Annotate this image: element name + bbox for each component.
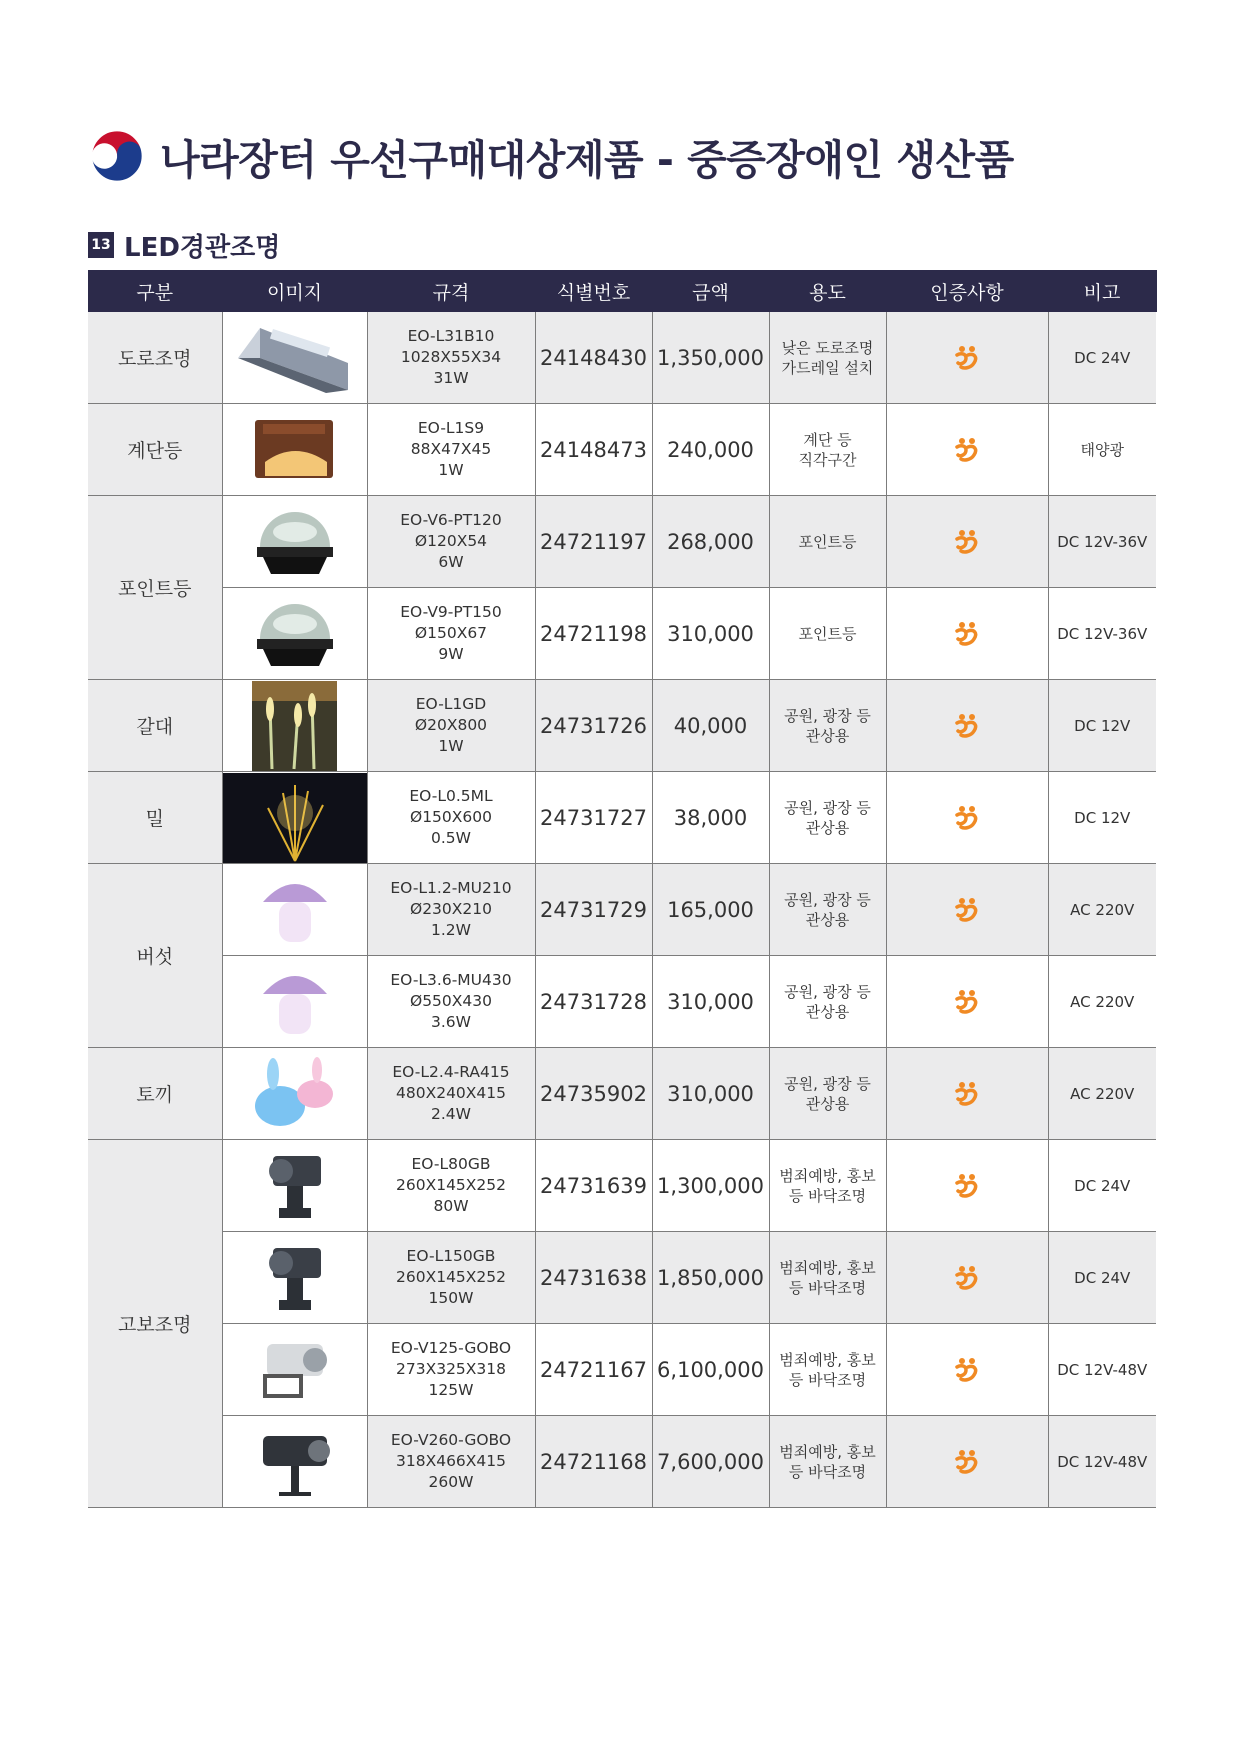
section-heading <box>88 228 280 262</box>
spec-cell <box>367 956 535 1048</box>
mushroom-light-image <box>223 962 367 1042</box>
usage-line: 등 바닥조명 <box>788 1462 867 1481</box>
price-cell: 310,000 <box>652 588 769 680</box>
note-cell: DC 24V <box>1048 1232 1156 1324</box>
product-image-cell <box>222 772 367 864</box>
page-title: 나라장터 우선구매대상제품 - 중증장애인 생산품 <box>160 135 1014 184</box>
identification-number-cell: 24731639 <box>535 1140 652 1232</box>
mushroom-light-image <box>223 870 367 950</box>
usage-cell <box>769 1140 886 1232</box>
identification-number-cell: 24721198 <box>535 588 652 680</box>
spec-line: EO-L150GB <box>406 1247 496 1265</box>
spec-cell <box>367 312 535 404</box>
table-row <box>88 864 1156 956</box>
usage-line: 공원, 광장 등 <box>784 798 871 817</box>
spec-line: Ø120X54 <box>414 532 488 550</box>
spec-line: 273X325X318 <box>396 1360 506 1378</box>
usage-cell <box>769 588 886 680</box>
usage-line: 직각구간 <box>798 450 857 469</box>
note-cell: 태양광 <box>1048 404 1156 496</box>
spec-line: 2.4W <box>431 1105 471 1123</box>
certification-mark-icon <box>952 803 982 833</box>
certification-mark-icon <box>952 435 982 465</box>
usage-line: 공원, 광장 등 <box>784 1074 871 1093</box>
price-cell: 40,000 <box>652 680 769 772</box>
identification-number-cell: 24721168 <box>535 1416 652 1508</box>
price-cell: 1,850,000 <box>652 1232 769 1324</box>
usage-line: 공원, 광장 등 <box>784 982 871 1001</box>
spec-line: 318X466X415 <box>396 1452 506 1470</box>
spec-line: 1028X55X34 <box>400 348 502 366</box>
certification-cell <box>886 312 1048 404</box>
spec-line: 480X240X415 <box>396 1084 506 1102</box>
table-row <box>88 404 1156 496</box>
spec-cell <box>367 588 535 680</box>
usage-line: 관상용 <box>805 1002 850 1021</box>
column-header: 규격 <box>367 270 535 312</box>
product-image-cell <box>222 1232 367 1324</box>
price-cell: 310,000 <box>652 1048 769 1140</box>
usage-line: 범죄예방, 홍보 <box>779 1166 876 1185</box>
table-row <box>88 772 1156 864</box>
spec-line: 260W <box>428 1473 474 1491</box>
spec-line: EO-V260-GOBO <box>390 1431 512 1449</box>
wheat-light-image <box>223 773 367 863</box>
product-image-cell <box>222 1324 367 1416</box>
spec-line: EO-L31B10 <box>407 327 495 345</box>
product-image-cell <box>222 864 367 956</box>
usage-line: 낮은 도로조명 <box>781 338 874 357</box>
identification-number-cell: 24731728 <box>535 956 652 1048</box>
usage-line: 관상용 <box>805 726 850 745</box>
spec-line: EO-L0.5ML <box>409 787 493 805</box>
identification-number-cell: 24148430 <box>535 312 652 404</box>
note-cell: DC 24V <box>1048 312 1156 404</box>
spec-line: 260X145X252 <box>396 1268 506 1286</box>
usage-cell <box>769 1048 886 1140</box>
certification-mark-icon <box>952 1447 982 1477</box>
table-header-row <box>88 270 1156 312</box>
spec-line: 80W <box>433 1197 469 1215</box>
usage-line: 관상용 <box>805 818 850 837</box>
certification-cell <box>886 1232 1048 1324</box>
table-row <box>88 312 1156 404</box>
spec-line: Ø20X800 <box>414 716 488 734</box>
category-cell: 고보조명 <box>88 1140 222 1508</box>
price-cell: 240,000 <box>652 404 769 496</box>
price-cell: 1,350,000 <box>652 312 769 404</box>
certification-mark-icon <box>952 1263 982 1293</box>
usage-line: 공원, 광장 등 <box>784 890 871 909</box>
product-image-cell <box>222 1140 367 1232</box>
usage-cell <box>769 404 886 496</box>
spec-line: EO-L2.4-RA415 <box>392 1063 510 1081</box>
product-image-cell <box>222 496 367 588</box>
column-header: 비고 <box>1048 270 1156 312</box>
usage-cell <box>769 1416 886 1508</box>
spec-line: EO-V125-GOBO <box>390 1339 512 1357</box>
column-header: 이미지 <box>222 270 367 312</box>
usage-line: 가드레일 설치 <box>781 358 874 377</box>
spec-cell <box>367 680 535 772</box>
certification-mark-icon <box>952 895 982 925</box>
spec-line: Ø150X600 <box>410 808 492 826</box>
table-row <box>88 1140 1156 1232</box>
spec-line: 1W <box>438 737 464 755</box>
certification-cell <box>886 680 1048 772</box>
usage-cell <box>769 1324 886 1416</box>
category-cell: 토끼 <box>88 1048 222 1140</box>
usage-cell <box>769 312 886 404</box>
certification-cell <box>886 588 1048 680</box>
usage-line: 포인트등 <box>798 624 857 643</box>
certification-mark-icon <box>952 987 982 1017</box>
table-row <box>88 1416 1156 1508</box>
rabbit-light-image <box>223 1054 367 1134</box>
table-row <box>88 680 1156 772</box>
spec-line: EO-V9-PT150 <box>400 603 502 621</box>
category-cell: 갈대 <box>88 680 222 772</box>
certification-cell <box>886 1048 1048 1140</box>
stair-light-image <box>223 410 367 490</box>
column-header: 식별번호 <box>535 270 652 312</box>
note-cell: DC 12V <box>1048 680 1156 772</box>
spec-line: EO-L80GB <box>411 1155 491 1173</box>
identification-number-cell: 24731727 <box>535 772 652 864</box>
spec-line: EO-L1.2-MU210 <box>390 879 512 897</box>
point-light-image <box>223 502 367 582</box>
point-light-image <box>223 594 367 674</box>
spec-line: Ø550X430 <box>410 992 492 1010</box>
table-row <box>88 1324 1156 1416</box>
product-image-cell <box>222 1048 367 1140</box>
product-table <box>88 270 1157 1508</box>
price-cell: 268,000 <box>652 496 769 588</box>
usage-cell <box>769 496 886 588</box>
category-cell: 버섯 <box>88 864 222 1048</box>
usage-line: 계단 등 <box>803 430 852 449</box>
note-cell: DC 12V <box>1048 772 1156 864</box>
spec-line: 0.5W <box>431 829 471 847</box>
certification-cell <box>886 864 1048 956</box>
section-title: LED경관조명 <box>124 232 281 263</box>
certification-cell <box>886 1324 1048 1416</box>
spec-line: 260X145X252 <box>396 1176 506 1194</box>
reed-light-image <box>223 681 367 771</box>
certification-cell <box>886 956 1048 1048</box>
column-header: 인증사항 <box>886 270 1048 312</box>
usage-cell <box>769 864 886 956</box>
usage-line: 등 바닥조명 <box>788 1370 867 1389</box>
spec-line: 125W <box>428 1381 474 1399</box>
usage-line: 등 바닥조명 <box>788 1278 867 1297</box>
certification-cell <box>886 496 1048 588</box>
note-cell: DC 12V-48V <box>1048 1416 1156 1508</box>
usage-line: 공원, 광장 등 <box>784 706 871 725</box>
price-cell: 1,300,000 <box>652 1140 769 1232</box>
spec-cell <box>367 864 535 956</box>
spec-line: 3.6W <box>431 1013 471 1031</box>
price-cell: 310,000 <box>652 956 769 1048</box>
spec-line: 1W <box>438 461 464 479</box>
usage-line: 등 바닥조명 <box>788 1186 867 1205</box>
note-cell: AC 220V <box>1048 864 1156 956</box>
price-cell: 38,000 <box>652 772 769 864</box>
spec-cell <box>367 772 535 864</box>
note-cell: DC 12V-36V <box>1048 588 1156 680</box>
product-image-cell <box>222 312 367 404</box>
spec-line: EO-V6-PT120 <box>400 511 502 529</box>
spec-line: Ø150X67 <box>414 624 488 642</box>
usage-line: 범죄예방, 홍보 <box>779 1350 876 1369</box>
spec-cell <box>367 1416 535 1508</box>
page-header <box>88 124 1014 188</box>
product-image-cell <box>222 588 367 680</box>
note-cell: DC 12V-48V <box>1048 1324 1156 1416</box>
spec-cell <box>367 404 535 496</box>
identification-number-cell: 24721167 <box>535 1324 652 1416</box>
identification-number-cell: 24735902 <box>535 1048 652 1140</box>
spec-line: EO-L1S9 <box>417 419 485 437</box>
category-cell: 도로조명 <box>88 312 222 404</box>
table-row <box>88 1232 1156 1324</box>
certification-mark-icon <box>952 343 982 373</box>
certification-cell <box>886 1140 1048 1232</box>
certification-mark-icon <box>952 1355 982 1385</box>
price-cell: 6,100,000 <box>652 1324 769 1416</box>
spec-line: EO-L3.6-MU430 <box>390 971 512 989</box>
product-image-cell <box>222 680 367 772</box>
certification-mark-icon <box>952 1079 982 1109</box>
government-emblem-icon <box>88 127 146 185</box>
spec-cell <box>367 1140 535 1232</box>
column-header: 구분 <box>88 270 222 312</box>
certification-mark-icon <box>952 711 982 741</box>
section-number-badge: 13 <box>88 232 114 258</box>
column-header: 용도 <box>769 270 886 312</box>
usage-cell <box>769 772 886 864</box>
identification-number-cell: 24731638 <box>535 1232 652 1324</box>
table-row <box>88 588 1156 680</box>
product-image-cell <box>222 404 367 496</box>
spec-line: Ø230X210 <box>410 900 492 918</box>
gobo-projector-image <box>223 1238 367 1318</box>
spec-line: EO-L1GD <box>415 695 487 713</box>
spec-line: 9W <box>438 645 464 663</box>
price-cell: 7,600,000 <box>652 1416 769 1508</box>
gobo-projector-image <box>223 1146 367 1226</box>
note-cell: DC 24V <box>1048 1140 1156 1232</box>
usage-line: 관상용 <box>805 910 850 929</box>
table-row <box>88 1048 1156 1140</box>
spec-line: 6W <box>438 553 464 571</box>
spec-line: 150W <box>428 1289 474 1307</box>
table-row <box>88 496 1156 588</box>
usage-cell <box>769 956 886 1048</box>
usage-line: 범죄예방, 홍보 <box>779 1258 876 1277</box>
spec-line: 1.2W <box>431 921 471 939</box>
certification-mark-icon <box>952 1171 982 1201</box>
identification-number-cell: 24731726 <box>535 680 652 772</box>
note-cell: AC 220V <box>1048 1048 1156 1140</box>
spec-cell <box>367 1324 535 1416</box>
spec-line: 31W <box>433 369 469 387</box>
note-cell: DC 12V-36V <box>1048 496 1156 588</box>
table-row <box>88 956 1156 1048</box>
spec-cell <box>367 1232 535 1324</box>
identification-number-cell: 24731729 <box>535 864 652 956</box>
product-image-cell <box>222 1416 367 1508</box>
gobo-projector-white-image <box>223 1330 367 1410</box>
spec-cell <box>367 496 535 588</box>
certification-mark-icon <box>952 527 982 557</box>
usage-cell <box>769 680 886 772</box>
usage-line: 관상용 <box>805 1094 850 1113</box>
road-light-image <box>223 318 367 398</box>
category-cell: 밀 <box>88 772 222 864</box>
spec-cell <box>367 1048 535 1140</box>
usage-line: 범죄예방, 홍보 <box>779 1442 876 1461</box>
price-cell: 165,000 <box>652 864 769 956</box>
note-cell: AC 220V <box>1048 956 1156 1048</box>
certification-cell <box>886 404 1048 496</box>
certification-cell <box>886 772 1048 864</box>
usage-line: 포인트등 <box>798 532 857 551</box>
certification-mark-icon <box>952 619 982 649</box>
spec-line: 88X47X45 <box>410 440 492 458</box>
certification-cell <box>886 1416 1048 1508</box>
product-image-cell <box>222 956 367 1048</box>
column-header: 금액 <box>652 270 769 312</box>
gobo-projector-dark-image <box>223 1422 367 1502</box>
identification-number-cell: 24148473 <box>535 404 652 496</box>
identification-number-cell: 24721197 <box>535 496 652 588</box>
usage-cell <box>769 1232 886 1324</box>
category-cell: 계단등 <box>88 404 222 496</box>
category-cell: 포인트등 <box>88 496 222 680</box>
